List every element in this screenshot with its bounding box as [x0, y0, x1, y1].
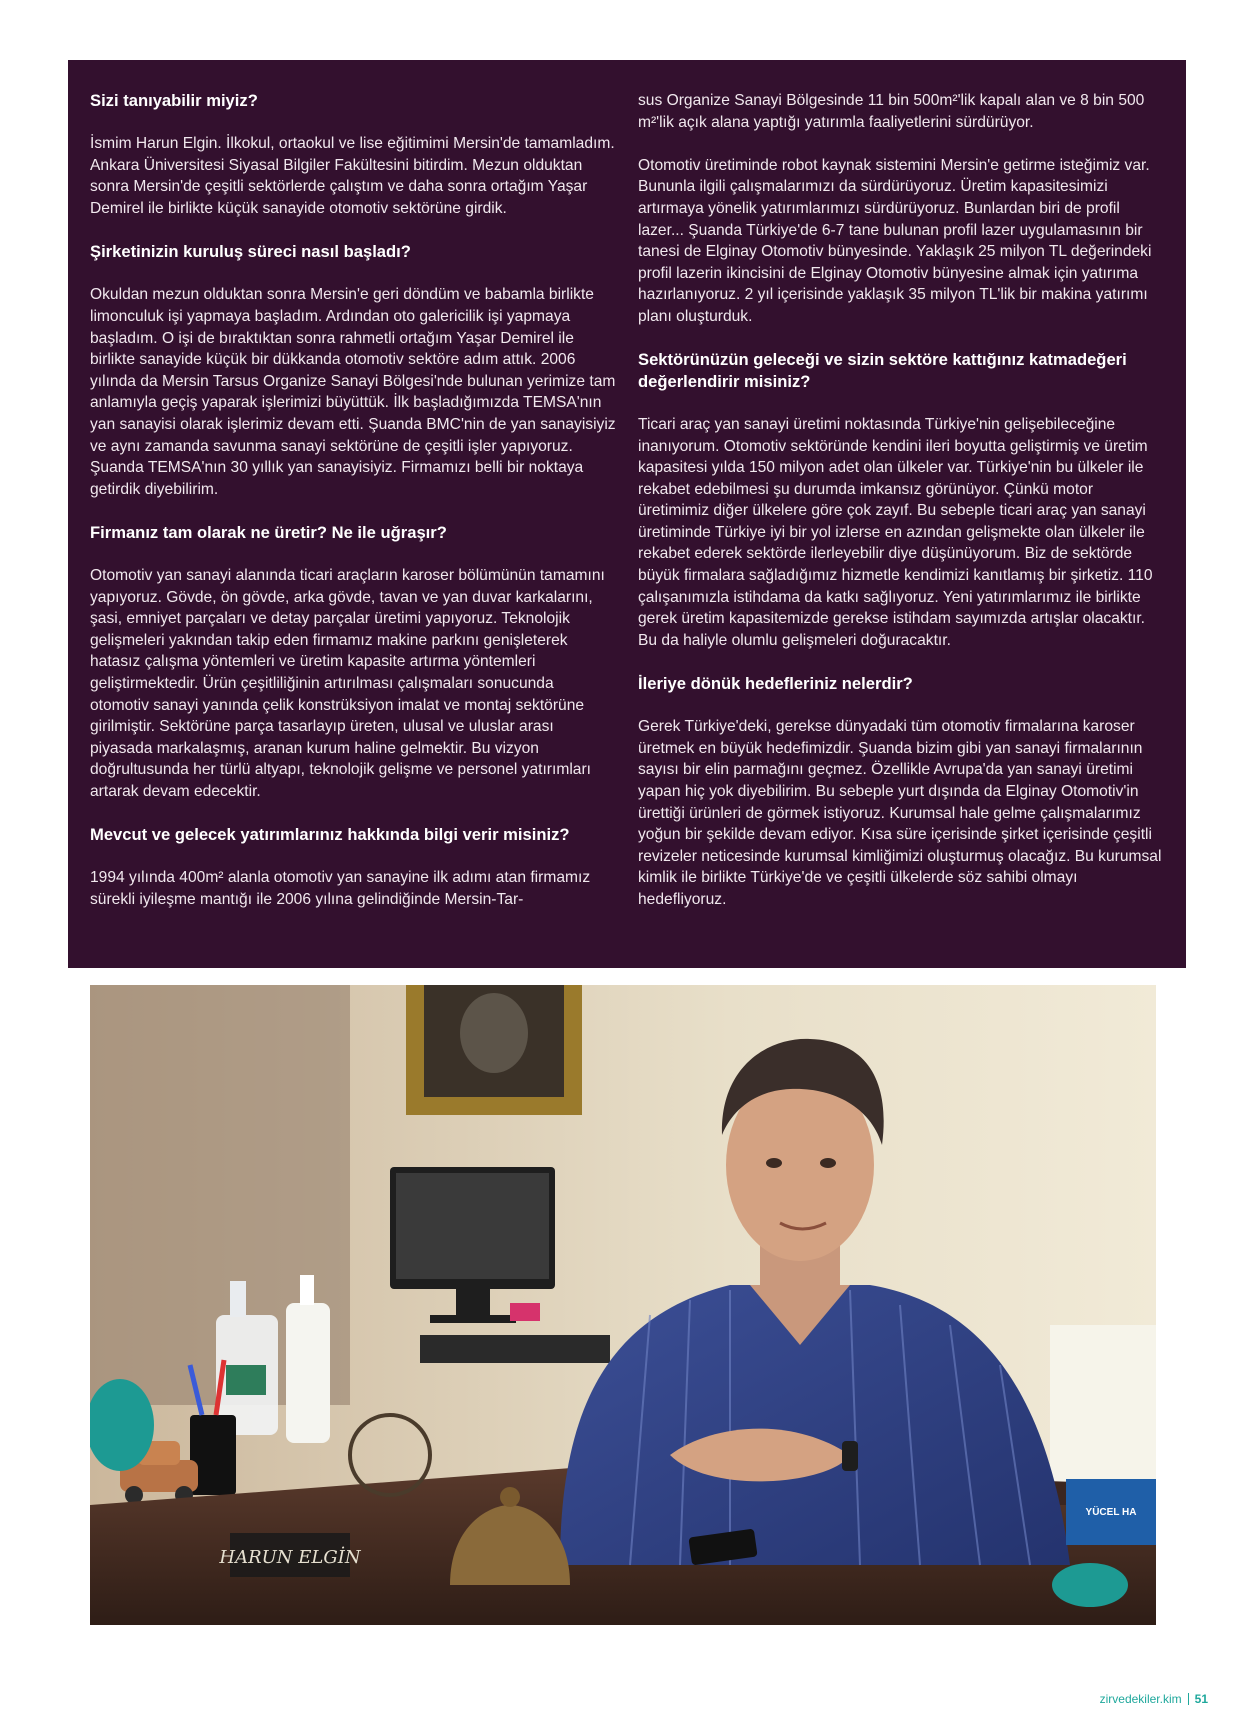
paragraph: 1994 yılında 400m² alanla otomotiv yan sanayine ilk adımı atan firmamız sürekli iyileşme mantığı ile 2006 yılına gelindiğinde Mersin-Tar-: [90, 869, 591, 908]
article-column-right: [638, 90, 1164, 948]
nameplate: [218, 1533, 361, 1577]
page-footer: [1100, 1692, 1208, 1706]
paragraph: Okuldan mezun olduktan sonra Mersin'e geri döndüm ve babamla birlikte limonculuk işi yapmaya başladım. Ardından oto galericilik işi yapmaya başladım. O işi de bıraktıktan sonra rahmetli ortağım Yaşar Demirel ile birlikte sanayide küçük bir dükkanda otomotiv sektöre adım attık. 2006 yılında da Mersin Tarsus Organize Sanayi Bölgesi'nde bulunan yerimize tam anlamıyla geçiş yaparak işlerimizi büyüttük. İlk başladığımızda TEMSA'nın yan sanayisi olarak işlerimiz devam etti. Şuanda BMC'nin de yan sanayisiyiz ve aynı zamanda savunma sanayi sektörüne de çeşitli işler yapıyoruz. Şuanda TEMSA'nın 30 yıllık yan sanayisiyiz. Firmamızı belli bir noktaya getirdik diyebilirim.: [90, 286, 616, 498]
paragraph: Ticari araç yan sanayi üretimi noktasında Türkiye'nin gelişebileceğine inanıyorum. Otomotiv sektöründe kendini ileri boyutta geliştirmiş ve üretim kapasitesi yılda 150 milyon adet olan ülkeler var. Türkiye'nin bu ülkeler ile rekabet edebilmesi şu durumda imkansız görünüyor. Çünkü motor üretimimiz diğer ülkelere göre çok zayıf. Bu sebeple ticari araç yan sanayi üretiminde Türkiye iyi bir yol izlerse en azından gelişmekte olan ülkeler ile rekabet ederek sektörde ilerleyebilir diye düşünüyorum. Biz de sektörde büyük firmalara sağladığımız hizmetle kendimizi kanıtlamış bir şirketiz. 110 çalışanımızla istihdama da katkı sağlıyoruz. Yeni yatırımlarımız ile birlikte gerek üretim kapasitemizde gerekse istihdam sayımızda artışlar olacaktır. Bu da haliyle olumlu gelişmeleri doğuracaktır.: [638, 415, 1153, 649]
interview-photo: [90, 985, 1156, 1625]
paragraph: Gerek Türkiye'deki, gerekse dünyadaki tüm otomotiv firmalarına karoser üretmek en büyük hedefimizdir. Şuanda bizim gibi yan sanayi firmalarının sayısı bir elin parmağını geçmez. Özellikle Avrupa'da yan sanayi üretimi yapan hiç yok diyebilirim. Bu sebeple yurt dışında da Elginay Otomotiv'in ürettiği ürünleri de görmek istiyoruz. Kurumsal hale gelme çalışmalarımız yoğun bir şekilde devam ediyor. Kısa süre içerisinde şirket içerisinde çeşitli revizeler neticesinde kurumsal kimliğimizi oluşturmuş olacağız. Bu kurumsal kimlik ile birlikte Türkiye'de ve çeşitli ülkelerde söz sahibi olmayı hedefliyoruz.: [638, 718, 1162, 908]
framed-portrait: [406, 985, 582, 1115]
paragraph: Otomotiv üretiminde robot kaynak sistemini Mersin'e getirme isteğimiz var. Bununla ilgili çalışmalarımızı da sürdürüyoruz. Üretim kapasitesimizi artırmaya yönelik yatırımlarımızı sürdürüyoruz. Bunlardan biri de profil lazer... Şuanda Türkiye'de 6-7 tane bulunan profil lazer uygulamasının bir tanesi de Elginay Otomotiv bünyesinde. Yaklaşık 25 milyon TL değerindeki profil lazerin ikincisini de Elginay Otomotiv bünyesine almak için yatırıma hazırlanıyoruz. 2 yıl içerisinde yaklaşık 35 milyon TL'lik bir makina yatırımı planı oluşturduk.: [638, 156, 1152, 325]
section-heading: Mevcut ve gelecek yatırımlarınız hakkında bilgi verir misiniz?: [90, 825, 570, 845]
office-portrait-illustration: [90, 985, 1156, 1625]
footer-divider: [1188, 1693, 1189, 1705]
desk-sign-text: YÜCEL HA: [1085, 1507, 1137, 1518]
article-panel: [68, 60, 1186, 968]
section-heading: Firmanız tam olarak ne üretir? Ne ile uğraşır?: [90, 522, 447, 542]
desk-sign: [1066, 1479, 1156, 1545]
paragraph: sus Organize Sanayi Bölgesinde 11 bin 500m²'lik kapalı alan ve 8 bin 500 m²'lik açık alana yaptığı yatırımla faaliyetlerini sürdürüyor.: [638, 92, 1145, 131]
section-heading: İleriye dönük hedefleriniz nelerdir?: [638, 674, 913, 694]
article-column-left: [90, 90, 616, 948]
section-heading: Sizi tanıyabilir miyiz?: [90, 91, 258, 110]
footer-site[interactable]: zirvedekiler.kim: [1099, 1692, 1182, 1706]
nameplate-text: HARUN ELGİN: [219, 1547, 361, 1568]
page-number: 51: [1194, 1692, 1208, 1706]
paragraph: İsmim Harun Elgin. İlkokul, ortaokul ve lise eğitimimi Mersin'de tamamladım. Ankara Üniversitesi Siyasal Bilgiler Fakültesini bitirdim. Mezun olduktan sonra Mersin'de çeşitli sektörlerde çalıştım ve daha sonra ortağım Yaşar Demirel ile birlikte küçük sanayide otomotiv sektörüne girdik.: [90, 135, 615, 217]
paragraph: Otomotiv yan sanayi alanında ticari araçların karoser bölümünün tamamını yapıyoruz. Gövde, ön gövde, arka gövde, tavan ve yan duvar karkalarını, şasi, emniyet parçaları ve detay parçalar üretimi yapıyoruz. Teknolojik gelişmeleri yakından takip eden firmamız makine parkını genişleterek hatasız çalışma yöntemleri ve üretim kapasite artırma yöntemleri geliştirmektedir. Ürün çeşitliliğinin artırılması çalışmaları sonucunda otomotiv sanayi yanında çelik konstrüksiyon imalat ve montaj sektörüne girilmiştir. Sektörüne parça tasarlayıp üreten, ulusal ve uluslar arası piyasada markalaşmış, aranan kurum haline gelmektir. Bu vizyon doğrultusunda her türlü altyapı, teknolojik gelişme ve personel yatırımları artarak devam edecektir.: [90, 567, 605, 800]
section-heading: Şirketinizin kuruluş süreci nasıl başladı?: [90, 242, 411, 262]
section-heading: Sektörünüzün geleceği ve sizin sektöre kattığınız katmadeğeri değerlendirir misiniz?: [638, 350, 1127, 391]
